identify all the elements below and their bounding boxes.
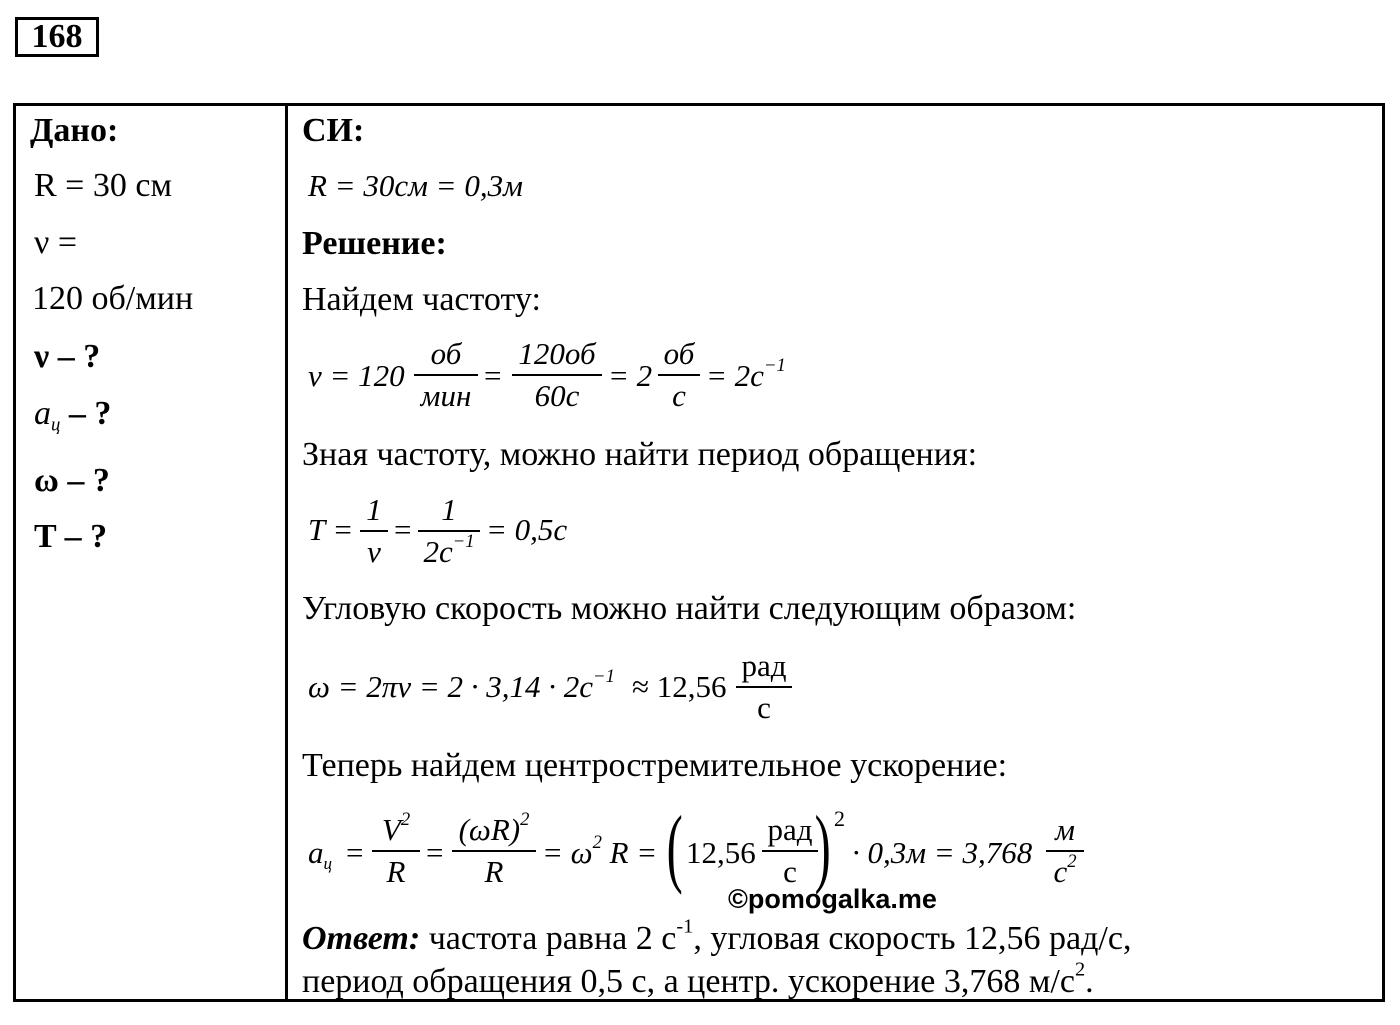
given-title: Дано: (30, 112, 119, 149)
step-acceleration: Теперь найдем центростремительное ускорение: (302, 747, 1008, 784)
answer-line-2: период обращения 0,5 с, а центр. ускорение 3,768 $м/с^2$. (302, 958, 1094, 1000)
step-period: Зная частоту, можно найти период обращения: (302, 436, 978, 473)
solution-title: Решение: (302, 225, 447, 262)
unknown-angular-velocity: ω – ? (34, 462, 110, 499)
step-angular-velocity: Угловую скорость можно найти следующим образом: (302, 590, 1077, 627)
unknown-acceleration: $a_ц$ – ? (34, 395, 112, 436)
given-radius: R = 30 см (34, 167, 172, 204)
step-frequency: Найдем частоту: (302, 281, 541, 318)
si-conversion: R = 30см = 0,3м (308, 168, 523, 203)
unknown-frequency: ν – ? (34, 338, 101, 375)
given-frequency-value: 120 об/мин (32, 280, 194, 317)
given-frequency-label: ν = (34, 224, 78, 261)
watermark: ©pomogalka.me (728, 884, 937, 914)
answer-line-1: Ответ: частота равна 2 $с^{-1}$, угловая скорость 12,56 рад/с, (302, 915, 1132, 957)
problem-number: 168 (15, 17, 99, 57)
si-title: СИ: (302, 112, 365, 149)
unknown-period: T – ? (34, 518, 108, 555)
column-divider (285, 103, 288, 1002)
